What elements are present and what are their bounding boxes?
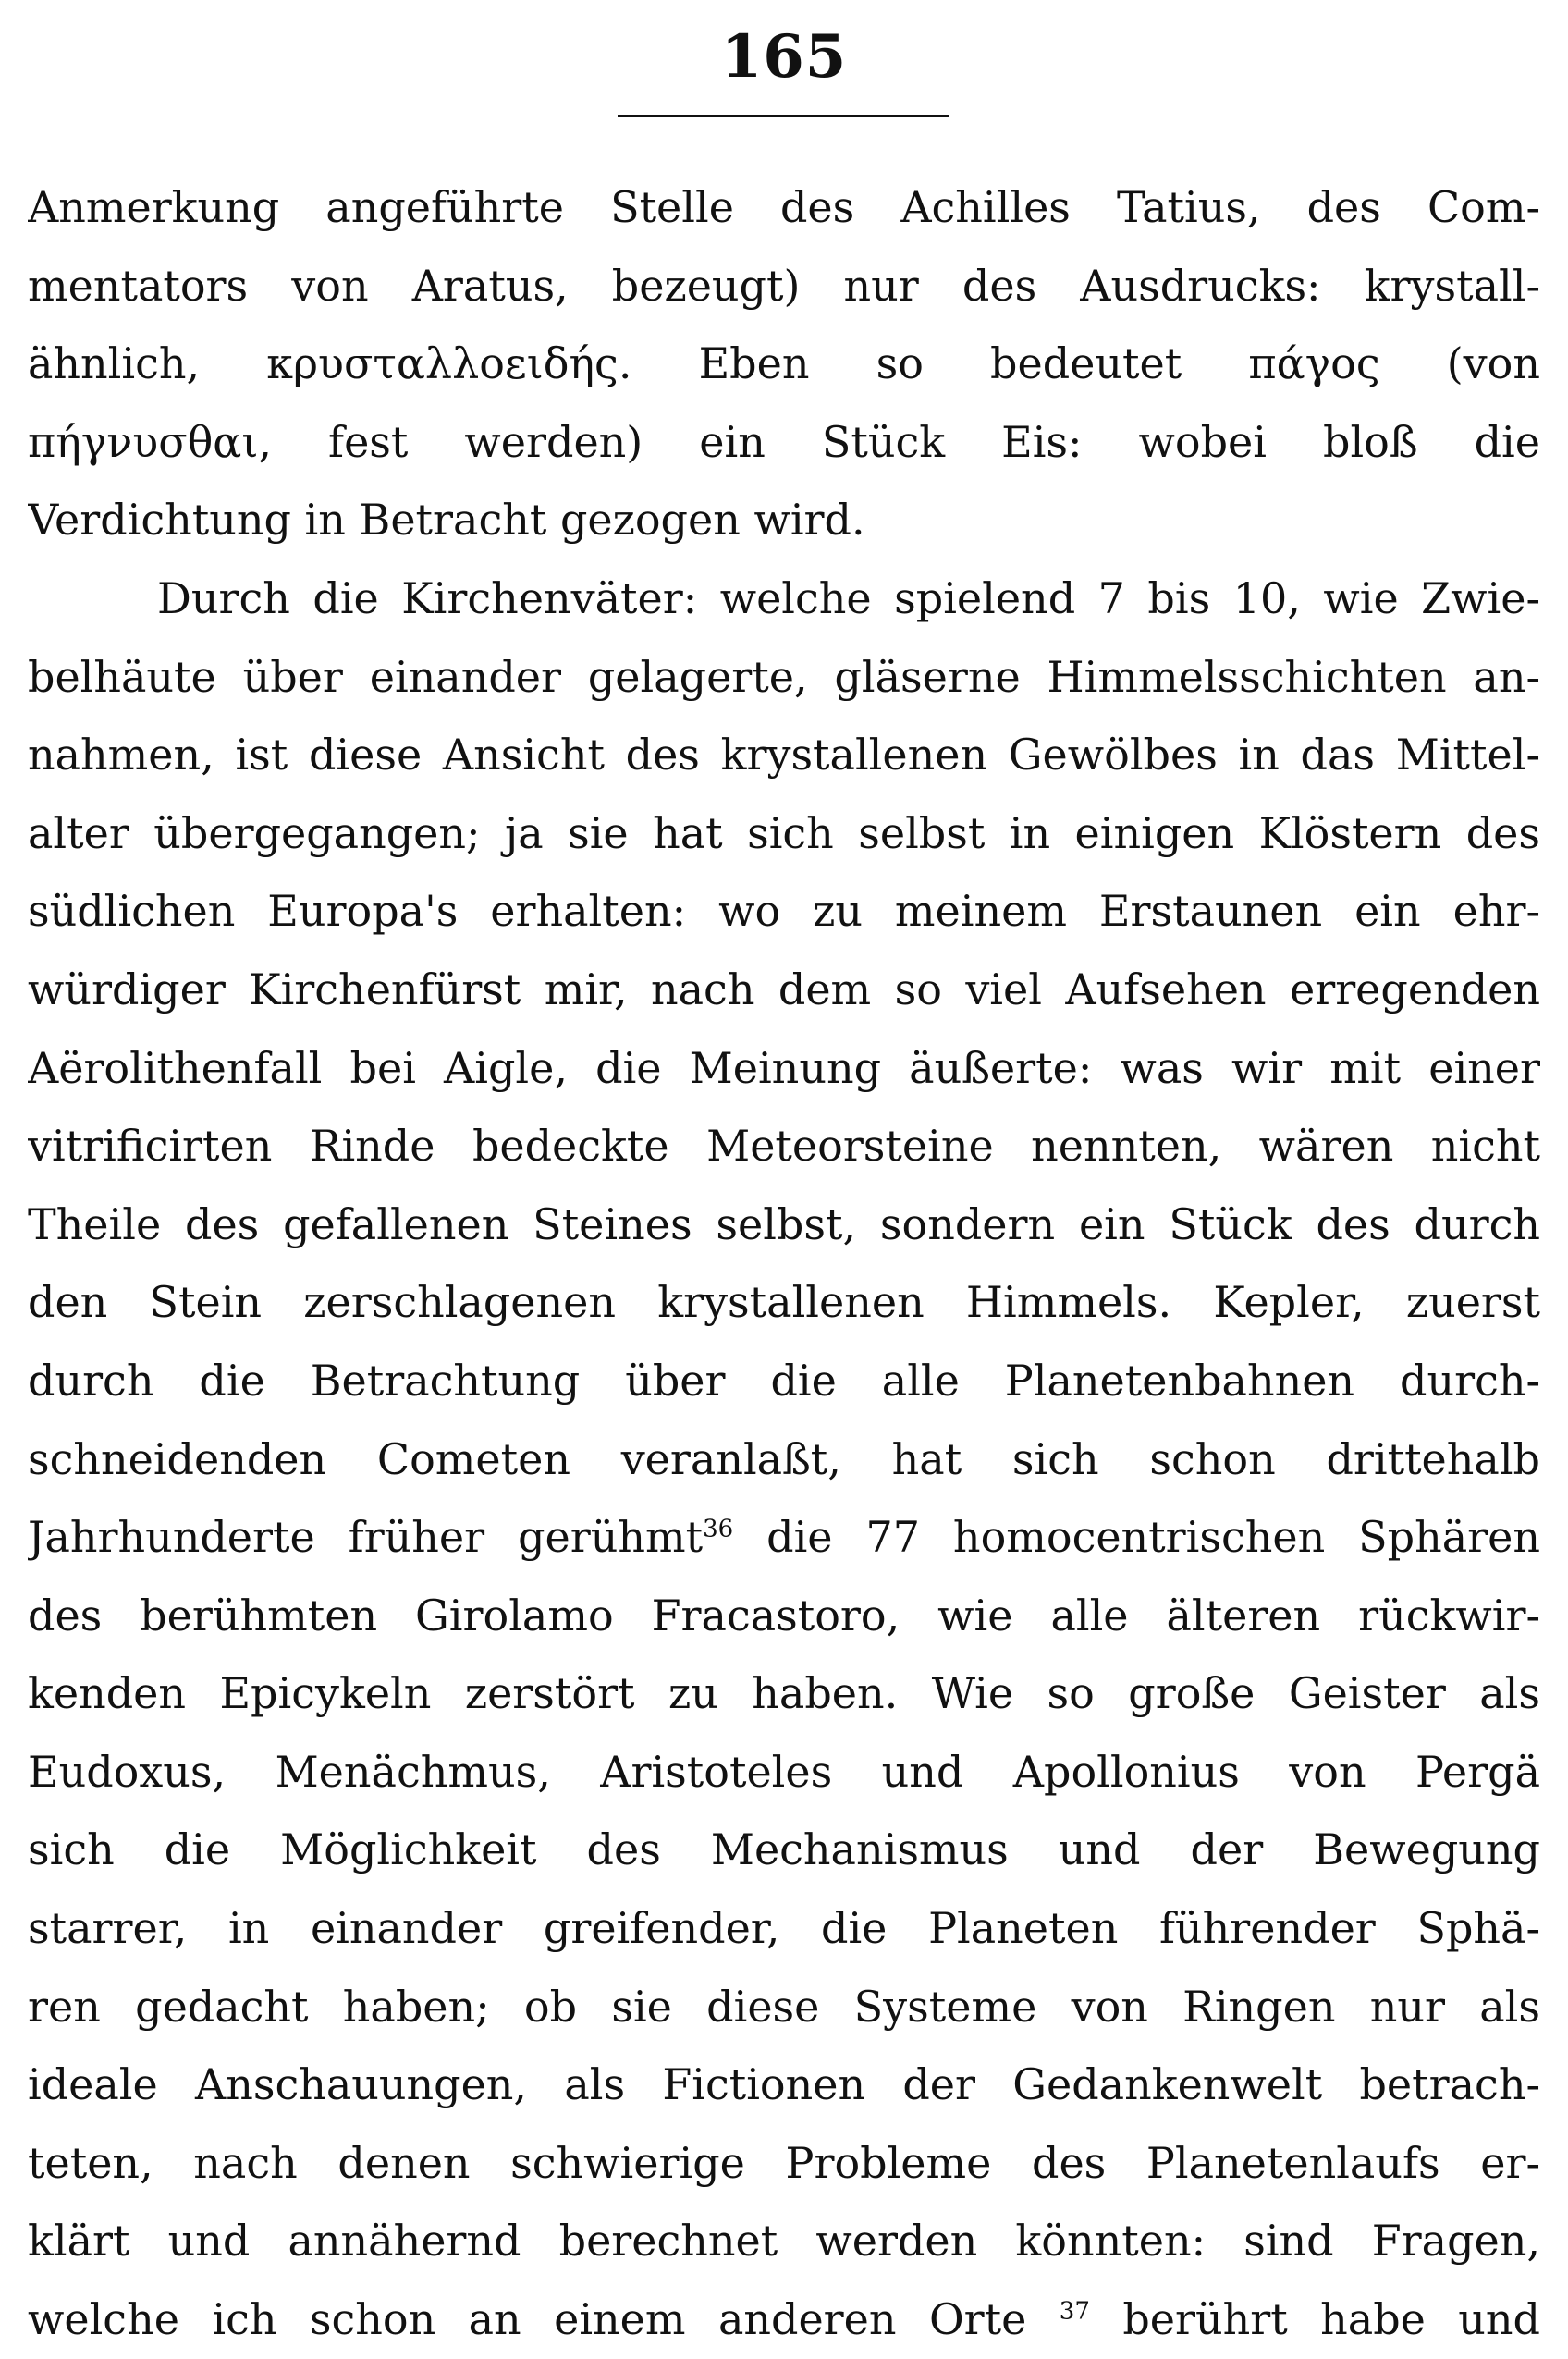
text-line: ähnlich, κρυσταλλοειδής. Eben so bedeutet πάγος (von (28, 338, 1540, 389)
text-line: Anmerkung angeführte Stelle des Achilles Tatius, des Com- (28, 182, 1540, 232)
text-line: den Stein zerschlagenen krystallenen Himmels. Kepler, zuerst (28, 1277, 1540, 1328)
text-segment: welche ich schon an einem anderen Orte (28, 2294, 1027, 2345)
text-segment: berührt habe und (1122, 2294, 1540, 2345)
text-line: würdiger Kirchenfürst mir, nach dem so viel Aufsehen erregenden (28, 964, 1540, 1014)
text-line: klärt und annähernd berechnet werden könnten: sind Fragen, (28, 2216, 1540, 2267)
text-line: ren gedacht haben; ob sie diese Systeme von Ringen nur als (28, 1981, 1540, 2032)
paragraph-start-line: Durch die Kirchenväter: welche spielend 7 bis 10, wie Zwie- (157, 572, 1540, 623)
text-line: des berühmten Girolamo Fracastoro, wie alle älteren rückwir- (28, 1590, 1540, 1640)
text-line: schneidenden Cometen veranlaßt, hat sich schon drittehalb (28, 1433, 1540, 1484)
text-line: südlichen Europa's erhalten: wo zu meinem Erstaunen ein ehr- (28, 886, 1540, 937)
text-line: alter übergegangen; ja sie hat sich selbst in einigen Klöstern des (28, 807, 1540, 858)
footnote-reference: 37 (1059, 2297, 1090, 2326)
text-line: vitrificirten Rinde bedeckte Meteorsteine nennten, wären nicht (28, 1121, 1540, 1172)
text-line-with-footnote (28, 2280, 1540, 2359)
text-line: sich die Möglichkeit des Mechanismus und der Bewegung (28, 1825, 1540, 1875)
body-text (28, 168, 1540, 2359)
header-rule (618, 115, 949, 117)
text-line: πήγνυσθαι, fest werden) ein Stück Eis: wobei bloß die (28, 416, 1540, 467)
text-line: Verdichtung in Betracht gezogen wird. (28, 495, 865, 546)
text-line: Eudoxus, Menächmus, Aristoteles und Apollonius von Pergä (28, 1746, 1540, 1797)
text-segment: Jahrhunderte früher gerühmt (28, 1512, 704, 1563)
text-line: durch die Betrachtung über die alle Planetenbahnen durch- (28, 1355, 1540, 1406)
text-line: nahmen, ist diese Ansicht des krystallenen Gewölbes in das Mittel- (28, 730, 1540, 780)
text-line: belhäute über einander gelagerte, gläserne Himmelsschichten an- (28, 651, 1540, 702)
text-line: teten, nach denen schwierige Probleme des Planetenlaufs er- (28, 2137, 1540, 2188)
text-line: Aërolithenfall bei Aigle, die Meinung äußerte: was wir mit einer (28, 1042, 1540, 1093)
text-line-with-footnote (28, 1498, 1540, 1577)
text-line: ideale Anschauungen, als Fictionen der Gedankenwelt betrach- (28, 2059, 1540, 2110)
footnote-reference: 36 (703, 1515, 734, 1543)
text-line: mentators von Aratus, bezeugt) nur des Ausdrucks: krystall- (28, 260, 1540, 311)
text-line: kenden Epicykeln zerstört zu haben. Wie so große Geister als (28, 1668, 1540, 1719)
text-line: Theile des gefallenen Steines selbst, sondern ein Stück des durch (28, 1198, 1540, 1249)
text-segment: die 77 homocentrischen Sphären (733, 1512, 1540, 1563)
page-number: 165 (720, 22, 848, 92)
text-line: starrer, in einander greifender, die Planeten führender Sphä- (28, 1903, 1540, 1954)
